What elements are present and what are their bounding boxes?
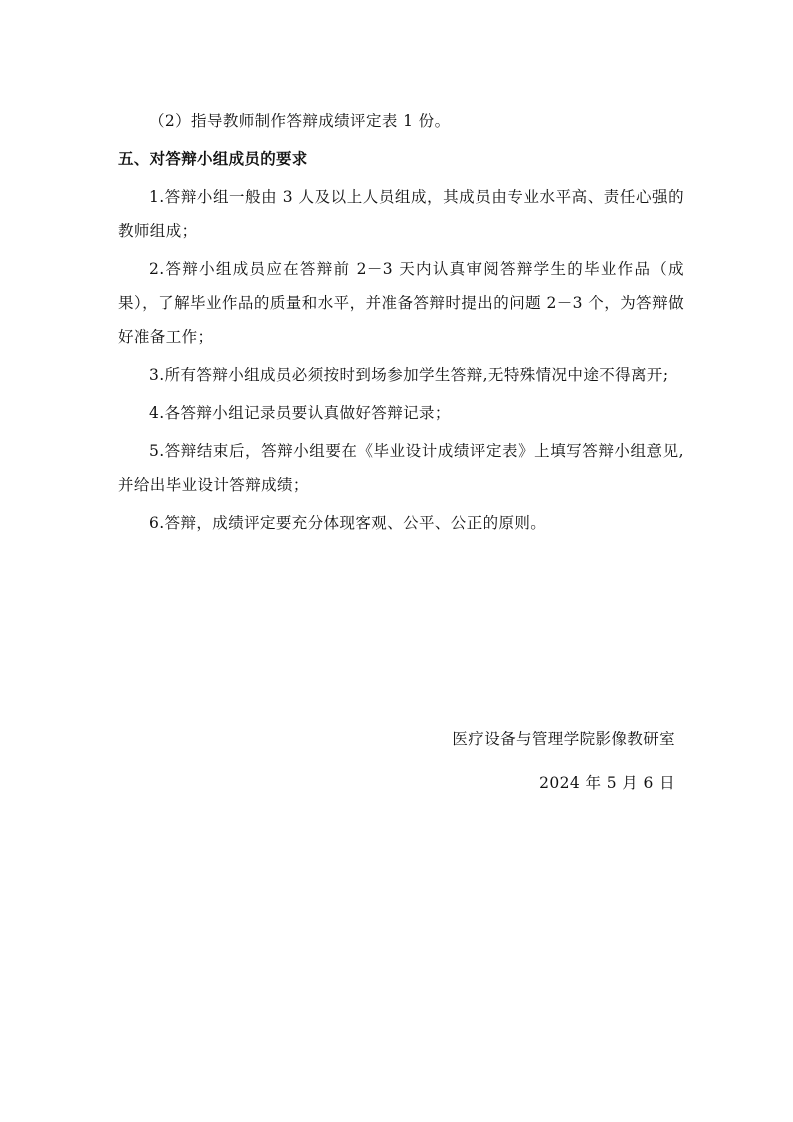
signature-date: 2024 年 5 月 6 日 bbox=[539, 774, 675, 792]
list-item: 4.各答辩小组记录员要认真做好答辩记录； bbox=[149, 404, 451, 422]
document-body bbox=[118, 104, 684, 544]
list-item: 5.答辩结束后，答辩小组要在《毕业设计成绩评定表》上填写答辩小组意见,并给出毕业设计答辩成绩； bbox=[118, 442, 684, 494]
list-item: 1.答辩小组一般由 3 人及以上人员组成，其成员由专业水平高、责任心强的教师组成； bbox=[118, 188, 684, 240]
signature-organization: 医疗设备与管理学院影像教研室 bbox=[452, 730, 675, 748]
list-item: 2.答辩小组成员应在答辩前 2－3 天内认真审阅答辩学生的毕业作品（成果），了解毕业作品的质量和水平，并准备答辩时提出的问题 2－3 个，为答辩做好准备工作； bbox=[118, 260, 684, 346]
paragraph-review-form: （2）指导教师制作答辩成绩评定表 1 份。 bbox=[149, 112, 451, 130]
section-heading: 五、对答辩小组成员的要求 bbox=[118, 150, 308, 168]
list-item: 6.答辩，成绩评定要充分体现客观、公平、公正的原则。 bbox=[149, 514, 547, 532]
list-item: 3.所有答辩小组成员必须按时到场参加学生答辩,无特殊情况中途不得离开; bbox=[149, 366, 669, 384]
